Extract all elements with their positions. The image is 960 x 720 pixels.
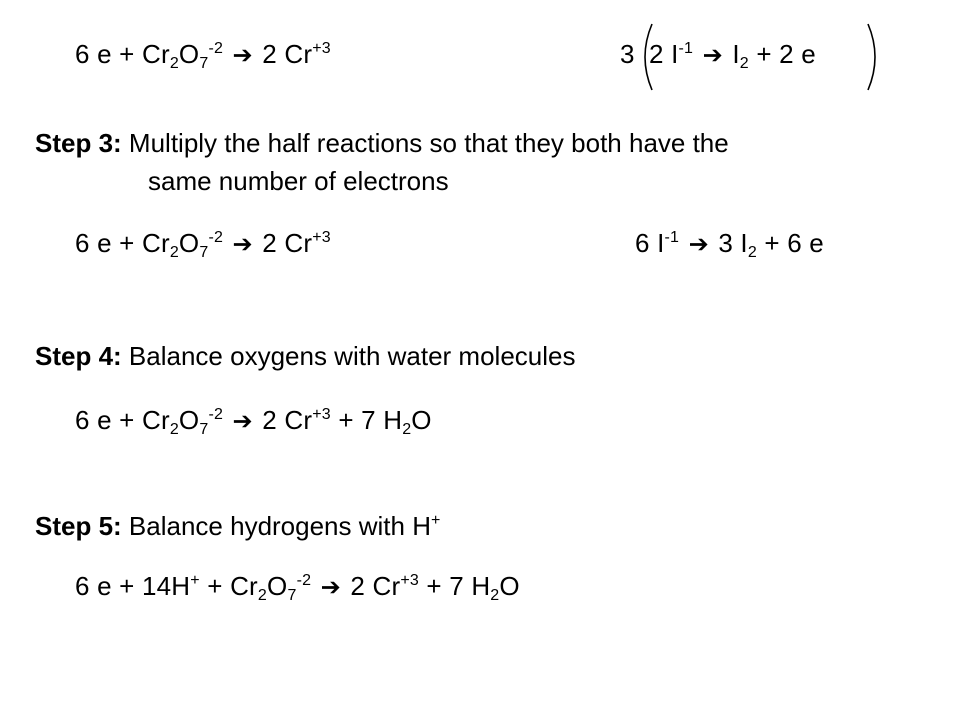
subscript: 2 <box>169 244 179 261</box>
subscript: 7 <box>199 55 209 72</box>
eq-text: 2 Cr <box>350 571 401 601</box>
superscript: +3 <box>312 406 331 423</box>
eq-text: 3 I <box>718 228 748 258</box>
subscript: 2 <box>257 587 268 604</box>
reaction-arrow: ➔ <box>232 408 253 435</box>
half-reaction-iodide-multiplied <box>635 227 824 261</box>
step-text: same number of electrons <box>148 166 449 196</box>
step-3-continued <box>148 165 449 197</box>
subscript: 2 <box>739 55 749 72</box>
step-label: Step 5: <box>35 511 122 541</box>
step-4 <box>35 340 575 372</box>
subscript: 2 <box>169 55 179 72</box>
subscript: 2 <box>747 244 757 261</box>
eq-text: 2 I <box>649 39 679 69</box>
superscript: +3 <box>312 40 331 57</box>
eq-text: 6 I <box>635 228 665 258</box>
eq-text: + 7 H <box>426 571 491 601</box>
half-reaction-dichromate <box>75 38 331 72</box>
superscript: +3 <box>400 572 419 589</box>
multiplier <box>620 38 635 70</box>
reaction-arrow: ➔ <box>320 574 341 601</box>
half-reaction-iodide <box>649 38 816 72</box>
subscript: 2 <box>169 421 179 438</box>
eq-text: O <box>178 228 200 258</box>
eq-text: I <box>732 39 740 69</box>
reaction-arrow: ➔ <box>688 231 709 258</box>
reaction-arrow: ➔ <box>702 42 723 69</box>
multiplier-value: 3 <box>620 39 635 69</box>
eq-text: O <box>411 405 432 435</box>
superscript: + <box>430 512 441 529</box>
subscript: 7 <box>287 587 297 604</box>
superscript: -2 <box>296 572 312 589</box>
reaction-with-hydrogen <box>75 570 520 604</box>
superscript: + <box>190 572 200 589</box>
step-3 <box>35 127 729 159</box>
eq-text: 2 Cr <box>262 39 313 69</box>
half-reaction-dichromate-multiplied <box>75 227 331 261</box>
subscript: 7 <box>199 421 209 438</box>
eq-text: 6 e + Cr <box>75 405 170 435</box>
reaction-arrow: ➔ <box>232 231 253 258</box>
superscript: +3 <box>312 229 331 246</box>
eq-text: 2 Cr <box>262 405 313 435</box>
step-text: Balance hydrogens with H <box>128 511 431 541</box>
eq-text: 6 e + Cr <box>75 39 170 69</box>
subscript: 7 <box>199 244 209 261</box>
superscript: -1 <box>664 229 680 246</box>
eq-text: 2 Cr <box>262 228 313 258</box>
right-parenthesis <box>864 22 884 92</box>
eq-text: + 6 e <box>764 228 824 258</box>
eq-text: O <box>267 571 288 601</box>
eq-text: O <box>499 571 520 601</box>
eq-text: + Cr <box>207 571 258 601</box>
subscript: 2 <box>490 587 500 604</box>
superscript: -2 <box>208 406 224 423</box>
superscript: -2 <box>208 229 224 246</box>
reaction-arrow: ➔ <box>232 42 253 69</box>
superscript: -1 <box>678 40 694 57</box>
step-5 <box>35 510 440 542</box>
subscript: 2 <box>402 421 412 438</box>
superscript: -2 <box>208 40 224 57</box>
step-label: Step 3: <box>35 128 122 158</box>
step-text: Multiply the half reactions so that they both have the <box>128 128 729 158</box>
eq-text: + 2 e <box>756 39 816 69</box>
eq-text: O <box>178 39 200 69</box>
eq-text: O <box>178 405 200 435</box>
eq-text: 6 e + Cr <box>75 228 170 258</box>
reaction-with-water <box>75 404 432 438</box>
eq-text: + 7 H <box>338 405 403 435</box>
step-text: Balance oxygens with water molecules <box>128 341 576 371</box>
step-label: Step 4: <box>35 341 122 371</box>
eq-text: 6 e + 14H <box>75 571 191 601</box>
